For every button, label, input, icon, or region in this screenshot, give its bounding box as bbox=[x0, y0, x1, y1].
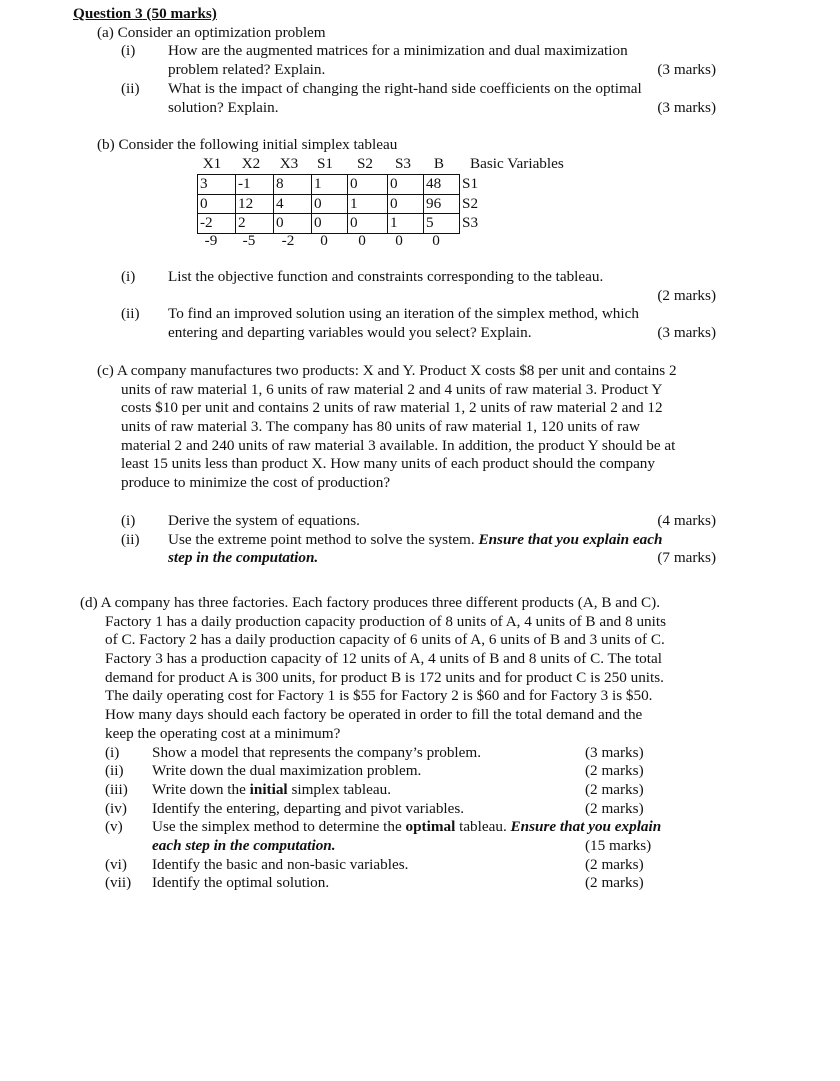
tableau-cell: 4 bbox=[274, 194, 312, 214]
part-d-item-3-bold: initial bbox=[249, 781, 288, 798]
tableau-obj-cell: -5 bbox=[242, 232, 256, 249]
table-row bbox=[198, 214, 495, 234]
tableau-cell: 8 bbox=[274, 175, 312, 195]
part-b-intro: (b) Consider the following initial simplex tableau bbox=[97, 136, 398, 153]
part-d-item-2-num: (ii) bbox=[105, 762, 124, 779]
tableau-obj-cell: 0 bbox=[358, 232, 366, 249]
part-d-line: of C. Factory 2 has a daily production capacity of 6 units of A, 6 units of B and 3 units of C. bbox=[105, 631, 665, 648]
tableau-cell: -1 bbox=[236, 175, 274, 195]
tableau-cell: 0 bbox=[388, 175, 424, 195]
part-a-item-1-line1: How are the augmented matrices for a minimization and dual maximization bbox=[168, 42, 628, 59]
tableau-cell: 1 bbox=[388, 214, 424, 234]
tableau-cell: 0 bbox=[348, 214, 388, 234]
tableau-header-s1: S1 bbox=[316, 155, 334, 172]
part-c-item-2-line1 bbox=[168, 531, 662, 550]
part-d-item-3-post: simplex tableau. bbox=[287, 781, 391, 798]
part-d-item-3-marks: (2 marks) bbox=[585, 781, 644, 798]
part-d-item-5-post: tableau. bbox=[455, 818, 511, 835]
tableau-cell: 12 bbox=[236, 194, 274, 214]
part-c-item-1-num: (i) bbox=[121, 512, 136, 529]
part-c-item-1-marks: (4 marks) bbox=[657, 512, 716, 529]
part-b-item-2-line2: entering and departing variables would you select? Explain. bbox=[168, 324, 532, 341]
part-a-item-1-line2: problem related? Explain. bbox=[168, 61, 326, 78]
part-c-line: least 15 units less than product X. How many units of each product should the company bbox=[121, 455, 655, 472]
question-title bbox=[73, 5, 217, 24]
tableau-basic-var: S1 bbox=[460, 175, 495, 195]
tableau-header-x2: X2 bbox=[241, 155, 261, 172]
table-row bbox=[198, 175, 495, 195]
tableau-cell: 0 bbox=[312, 194, 348, 214]
tableau-header-b: B bbox=[433, 155, 445, 172]
part-c-item-2-line2: step in the computation. bbox=[168, 549, 319, 566]
part-a-item-1-marks: (3 marks) bbox=[657, 61, 716, 78]
part-d-line: Factory 1 has a daily production capacity production of 8 units of A, 4 units of B and 8 units bbox=[105, 613, 667, 630]
tableau-obj-cell: 0 bbox=[395, 232, 403, 249]
part-d-line: keep the operating cost at a minimum? bbox=[105, 725, 341, 742]
part-a-item-2-marks: (3 marks) bbox=[657, 99, 716, 116]
part-d-item-2-marks: (2 marks) bbox=[585, 762, 644, 779]
part-d-item-3-num: (iii) bbox=[105, 781, 128, 798]
part-d-item-6-text: Identify the basic and non-basic variables. bbox=[152, 856, 409, 873]
part-c-line: material 2 and 240 units of raw material 3 available. In addition, the product Y should be at bbox=[121, 437, 676, 454]
part-b-item-2-line1: To find an improved solution using an iteration of the simplex method, which bbox=[168, 305, 639, 322]
part-b-item-2-num: (ii) bbox=[121, 305, 140, 322]
simplex-tableau bbox=[197, 174, 494, 234]
tableau-cell: 5 bbox=[424, 214, 460, 234]
part-c-item-2-emphasis: Ensure that you explain each bbox=[478, 531, 663, 548]
part-b-item-1-marks: (2 marks) bbox=[657, 287, 716, 304]
tableau-header-basic: Basic Variables bbox=[470, 155, 564, 172]
part-d-line: How many days should each factory be operated in order to fill the total demand and the bbox=[105, 706, 643, 723]
tableau-cell: 0 bbox=[312, 214, 348, 234]
part-a-item-2-line2: solution? Explain. bbox=[168, 99, 279, 116]
part-d-item-5-text bbox=[152, 818, 661, 837]
tableau-cell: 48 bbox=[424, 175, 460, 195]
part-d-item-5-marks: (15 marks) bbox=[585, 837, 652, 854]
part-c-line: units of raw material 1, 6 units of raw material 2 and 4 units of raw material 3. Product Y bbox=[121, 381, 663, 398]
part-d-item-4-marks: (2 marks) bbox=[585, 800, 644, 817]
tableau-header-x1: X1 bbox=[202, 155, 222, 172]
part-c-item-1-line1: Derive the system of equations. bbox=[168, 512, 360, 529]
part-d-line: Factory 3 has a production capacity of 12 units of A, 4 units of B and 8 units of C. The total bbox=[105, 650, 662, 667]
part-a-item-2-line1: What is the impact of changing the right-hand side coefficients on the optimal bbox=[168, 80, 642, 97]
tableau-cell: 96 bbox=[424, 194, 460, 214]
tableau-basic-var: S3 bbox=[460, 214, 495, 234]
part-c-item-2-num: (ii) bbox=[121, 531, 140, 548]
part-d-item-5-line2: each step in the computation. bbox=[152, 837, 336, 854]
question-marks: (50 marks) bbox=[146, 5, 217, 22]
question-label: Question 3 bbox=[73, 5, 143, 22]
part-a-item-1-num: (i) bbox=[121, 42, 136, 59]
tableau-obj-cell: 0 bbox=[432, 232, 440, 249]
part-c-item-2-text: Use the extreme point method to solve the system. bbox=[168, 531, 479, 548]
part-d-item-7-num: (vii) bbox=[105, 874, 132, 891]
tableau-header-x3: X3 bbox=[279, 155, 299, 172]
tableau-cell: 0 bbox=[274, 214, 312, 234]
part-d-item-1-marks: (3 marks) bbox=[585, 744, 644, 761]
part-d-item-3-pre: Write down the bbox=[152, 781, 250, 798]
part-a-intro: (a) Consider an optimization problem bbox=[97, 24, 326, 41]
tableau-cell: 1 bbox=[312, 175, 348, 195]
part-b-item-2-marks: (3 marks) bbox=[657, 324, 716, 341]
tableau-basic-var: S2 bbox=[460, 194, 495, 214]
tableau-obj-cell: -2 bbox=[281, 232, 295, 249]
part-d-line: demand for product A is 300 units, for product B is 172 units and for product C is 250 units. bbox=[105, 669, 664, 686]
tableau-cell: 0 bbox=[348, 175, 388, 195]
part-d-item-7-marks: (2 marks) bbox=[585, 874, 644, 891]
part-c-line: units of raw material 3. The company has 80 units of raw material 1, 120 units of raw bbox=[121, 418, 640, 435]
tableau-cell: 0 bbox=[198, 194, 236, 214]
part-d-line: The daily operating cost for Factory 1 is $55 for Factory 2 is $60 and for Factory 3 is $50. bbox=[105, 687, 653, 704]
part-c-line: costs $10 per unit and contains 2 units of raw material 1, 2 units of raw material 2 and 12 bbox=[121, 399, 663, 416]
part-d-item-7-text: Identify the optimal solution. bbox=[152, 874, 330, 891]
part-d-item-1-num: (i) bbox=[105, 744, 120, 761]
part-a-item-2-num: (ii) bbox=[121, 80, 140, 97]
table-row bbox=[198, 194, 495, 214]
part-d-item-6-marks: (2 marks) bbox=[585, 856, 644, 873]
tableau-cell: 3 bbox=[198, 175, 236, 195]
part-d-item-6-num: (vi) bbox=[105, 856, 127, 873]
part-d-item-4-text: Identify the entering, departing and pivot variables. bbox=[152, 800, 465, 817]
part-b-item-1-num: (i) bbox=[121, 268, 136, 285]
tableau-cell: -2 bbox=[198, 214, 236, 234]
tableau-header-s3: S3 bbox=[394, 155, 412, 172]
part-d-item-5-emphasis: Ensure that you explain bbox=[510, 818, 662, 835]
part-c-item-2-marks: (7 marks) bbox=[657, 549, 716, 566]
part-d-line: (d) A company has three factories. Each factory produces three different products (A, B and C). bbox=[80, 594, 661, 611]
part-d-item-2-text: Write down the dual maximization problem. bbox=[152, 762, 422, 779]
part-d-item-5-pre: Use the simplex method to determine the bbox=[152, 818, 406, 835]
part-d-item-5-num: (v) bbox=[105, 818, 123, 835]
tableau-cell: 0 bbox=[388, 194, 424, 214]
tableau-obj-cell: 0 bbox=[320, 232, 328, 249]
part-c-line: (c) A company manufactures two products: X and Y. Product X costs $8 per unit and contains 2 bbox=[97, 362, 677, 379]
part-b-item-1-line1: List the objective function and constraints corresponding to the tableau. bbox=[168, 268, 604, 285]
part-d-item-3-text bbox=[152, 781, 391, 800]
tableau-cell: 2 bbox=[236, 214, 274, 234]
part-d-item-5-bold: optimal bbox=[405, 818, 456, 835]
part-d-item-1-text: Show a model that represents the company’s problem. bbox=[152, 744, 481, 761]
tableau-cell: 1 bbox=[348, 194, 388, 214]
part-c-line: produce to minimize the cost of production? bbox=[121, 474, 391, 491]
part-d-item-4-num: (iv) bbox=[105, 800, 127, 817]
tableau-obj-cell: -9 bbox=[204, 232, 218, 249]
tableau-header-s2: S2 bbox=[356, 155, 374, 172]
